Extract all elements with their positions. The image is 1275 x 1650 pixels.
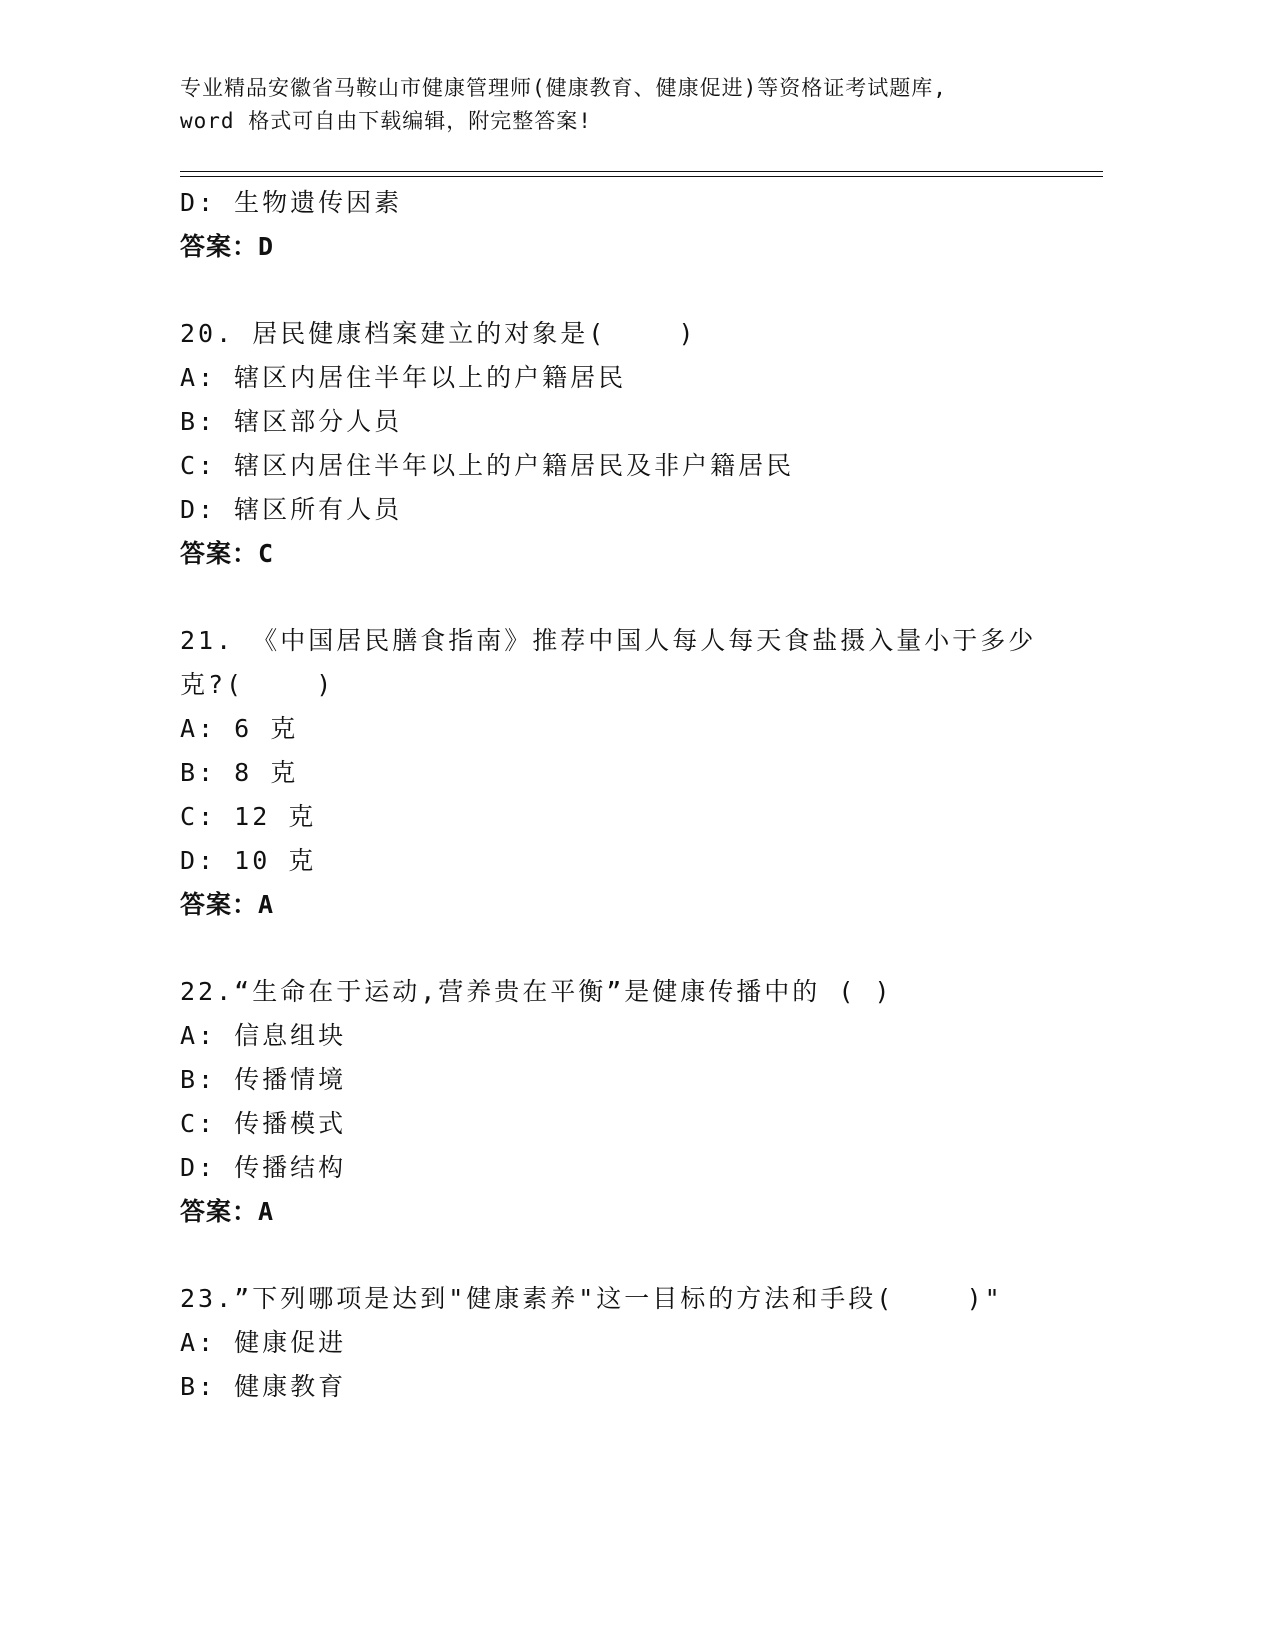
question-20-option-d: D: 辖区所有人员 <box>180 495 403 524</box>
prev-option-d: D: 生物遗传因素 <box>180 188 403 217</box>
spacer <box>180 927 1080 970</box>
question-list <box>180 181 1080 1409</box>
question-22 <box>180 970 1080 1234</box>
question-23-option-b: B: 健康教育 <box>180 1372 347 1401</box>
question-23 <box>180 1277 1080 1409</box>
header-divider-top <box>180 171 1103 172</box>
question-20-option-a: A: 辖区内居住半年以上的户籍居民 <box>180 363 627 392</box>
spacer <box>180 1234 1080 1277</box>
question-22-stem: 22.“生命在于运动,营养贵在平衡”是健康传播中的 ( ) <box>180 977 893 1006</box>
question-22-option-b: B: 传播情境 <box>180 1065 347 1094</box>
prev-answer: 答案：D <box>180 232 275 261</box>
question-23-option-a: A: 健康促进 <box>180 1328 347 1357</box>
spacer <box>180 576 1080 619</box>
question-20-option-b: B: 辖区部分人员 <box>180 407 403 436</box>
question-20-answer: 答案：C <box>180 539 275 568</box>
question-21-stem-line-2: 克?( ) <box>180 670 335 699</box>
spacer <box>180 269 1080 312</box>
header-line-1: 专业精品安徽省马鞍山市健康管理师(健康教育、健康促进)等资格证考试题库, <box>180 76 947 100</box>
question-20-stem: 20. 居民健康档案建立的对象是( ) <box>180 319 697 348</box>
question-22-answer: 答案：A <box>180 1197 275 1226</box>
question-22-option-a: A: 信息组块 <box>180 1021 347 1050</box>
document-header <box>180 72 1060 138</box>
question-21-option-c: C: 12 克 <box>180 802 317 831</box>
question-21 <box>180 619 1080 927</box>
question-22-option-d: D: 传播结构 <box>180 1153 347 1182</box>
question-21-option-d: D: 10 克 <box>180 846 317 875</box>
header-divider-bottom <box>180 176 1103 177</box>
question-21-stem-line-1: 21. 《中国居民膳食指南》推荐中国人每人每天食盐摄入量小于多少 <box>180 626 1037 655</box>
header-line-2: word 格式可自由下载编辑，附完整答案! <box>180 109 592 133</box>
question-22-option-c: C: 传播模式 <box>180 1109 347 1138</box>
question-20-option-c: C: 辖区内居住半年以上的户籍居民及非户籍居民 <box>180 451 795 480</box>
question-21-option-a: A: 6 克 <box>180 714 299 743</box>
question-21-answer: 答案：A <box>180 890 275 919</box>
question-23-stem: 23.”下列哪项是达到"健康素养"这一目标的方法和手段( )" <box>180 1284 1003 1313</box>
question-21-option-b: B: 8 克 <box>180 758 299 787</box>
question-20 <box>180 312 1080 576</box>
